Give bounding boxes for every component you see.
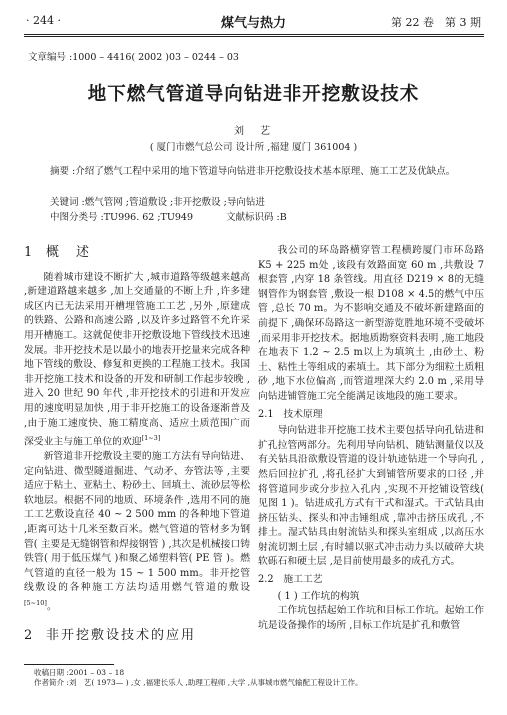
clc-number: 中图分类号 :TU996. 62 ;TU949	[50, 212, 194, 223]
subsection-2-2-item-1: ( 1 ) 工作坑的构筑	[277, 590, 360, 602]
received-date: 收稿日期 :2001 – 03 – 18	[34, 668, 125, 677]
section-1-title: 概 述	[46, 245, 92, 260]
header-rule-double	[24, 36, 484, 37]
s1p2-text: 新管道非开挖敷设主要的施工方法有导向钻进、定向钻进、微型隧道掘进、气动矛、夯管法等 ,主要适应于粘土、亚粘土、粉砂土、回填土、流砂层等松软地层。根据不同的地质、环境条件 ,选用不同的施工工艺敷设直径 40 ~ 2 500 mm 的各种地下管道 ,距离可达十几米至数百米。燃气管道的管材多为钢管( 主要是无缝钢管和焊接钢管 ) ,其次是机械接口铸铁管( 用于低压煤气 )和聚乙烯塑料管( PE 管 )。燃气管道的直径一般为 15 ~ 1 500 mm。非开挖管线敷设的各种施工方法均适用燃气管道的敷设	[24, 450, 250, 594]
section-1-number: 1	[24, 245, 35, 260]
paper-title: 地下燃气管道导向钻进非开挖敷设技术	[87, 84, 420, 105]
section-1-paragraph-2	[24, 450, 250, 615]
page-number: · 244 ·	[26, 14, 61, 27]
document-code: 文献标识码 :B	[226, 212, 287, 223]
s1p1-citation: [1~3]	[141, 434, 161, 443]
article-number: 文章编号 :1000 – 4416( 2002 )03 – 0244 – 03	[28, 52, 239, 63]
author-bio: 作者简介 :刘 艺( 1973— ) ,女 ,福建长乐人 ,助理工程师 ,大学 ,从事城市燃气输配工程设计工作。	[34, 678, 363, 687]
section-2-number: 2	[24, 627, 35, 643]
left-column	[24, 244, 250, 643]
footnote-rule	[24, 664, 114, 665]
section-2-heading	[24, 629, 250, 644]
author: 刘 艺	[234, 126, 273, 137]
volume-issue: 第 22 卷 第 3 期	[391, 16, 481, 29]
subsection-2-1-paragraph: 导向钻进非开挖施工技术主要包括导向孔钻进和扩孔拉管两部分。先利用导向钻机、随钻测量仪以及有关钻具沿欲敷设管道的设计轨迹钻进一个导向孔 ,然后回拉扩孔 ,将孔径扩大到铺管所要求的口径 ,并将管道同步或分步拉入孔内 ,实现不开挖铺设管线( 见图 1 )。钻进成孔方式有干式和湿式。干式钻具由挤压钻头、探头和冲击锤组成 ,靠冲击挤压成孔 ,不排土。湿式钻具由射流钻头和探头室组成 ,以高压水射流切割土层 ,有时辅以驱式冲击动力头以破碎大块软砾石和硬土层 ,是目前使用最多的成孔方式。	[258, 425, 484, 568]
subsection-2-2-heading: 2.2 施工工艺	[258, 574, 323, 586]
s1p2-citation: [5~10]	[24, 598, 47, 607]
section-2-paragraph-1: 我公司的环岛路横穿管工程横跨厦门市环岛路 K5 + 225 m处 ,该段有效路面宽 60 m ,共敷设 7 根套管 ,内穿 18 条管线。用直径 D219 × 8的无缝钢管作为钢套管 ,敷设一根 D108 × 4.5的燃气中压管 ,总长 70 m。为不影响交通及不破坏新建路面的前提下 ,确保环岛路这一新型游览胜地环境不受破坏 ,而采用非开挖技术。据地质勘察资料表明 ,施工地段在地表下 1.2 ~ 2.5 m以上为填筑土 ,由砂土、粉土、粘性土等组成的素填土。其下部分为细粒土质粗砂 ,地下水位偏高 ,而管道埋深大约 2.0 m ,采用导向钻进铺管施工完全能满足该地段的施工要求。	[258, 245, 484, 402]
section-1-heading	[24, 246, 250, 261]
journal-name: 煤气与热力	[220, 16, 286, 31]
keywords: 关键词 :燃气管网 ;管道敷设 ;非开挖敷设 ;导向钻进	[50, 197, 265, 208]
s1p1-text: 随着城市建设不断扩大 ,城市道路等级越来越高 ,新建道路越来越多 ,加上交通量的不断上升 ,许多建成区内已无法采用开槽埋管施工工艺 ,另外 ,原建成的铁路、公路和高速公路 ,以及许多过路管不允许采用开槽施工。这就促使非开挖敷设地下管线技术迅速发展。非开挖技术是以最小的地表开挖量来完成各种地下管线的敷设、修复和更换的工程施工技术。我国非开挖施工技术和设备的开发和研制工作起步较晚 ,进入 20 世纪 90 年代 ,非开挖技术的引进和开发应用的速度明显加快 ,用于非开挖施工的设备逐渐普及 ,由于施工速度快、施工精度高、适应土质范围广而深受业主与施工单位的欢迎	[24, 271, 250, 448]
right-column	[258, 244, 484, 633]
abstract: 摘要 :介绍了燃气工程中采用的地下管道导向钻进非开挖敷设技术基本原理、施工工艺及优缺点。	[50, 166, 456, 177]
affiliation: ( 厦门市燃气总公司 设计所 ,福建 厦门 361004 )	[149, 142, 358, 153]
s1p2-end: 。	[46, 601, 57, 613]
subsection-2-1-heading: 2.1 技术原理	[258, 408, 323, 420]
subsection-2-2-paragraph: 工作坑包括起始工作坑和目标工作坑。起始工作坑是设备操作的场所 ,目标工作坑是扩孔和敷管	[258, 605, 484, 631]
header-rule	[24, 34, 484, 35]
section-2-title: 非开挖敷设技术的应用	[46, 627, 197, 643]
section-1-paragraph-1	[24, 271, 250, 450]
